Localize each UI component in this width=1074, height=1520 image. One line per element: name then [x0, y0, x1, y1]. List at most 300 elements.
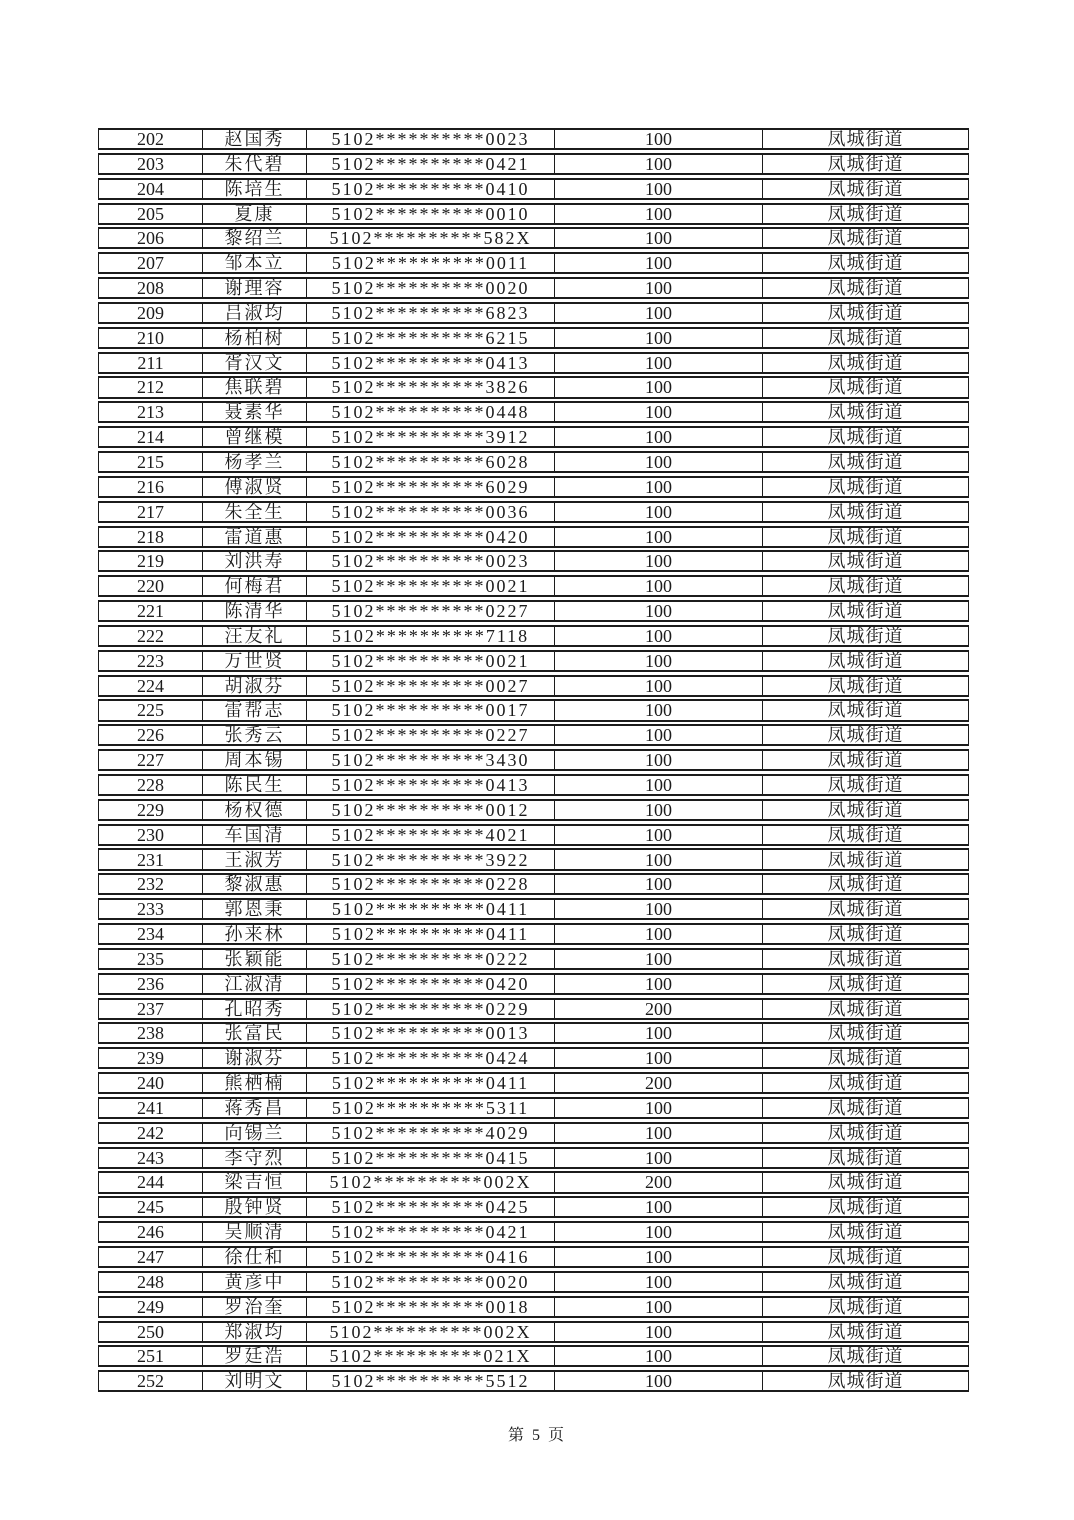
- name-cell: 陈清华: [202, 602, 306, 620]
- row-number-cell: 226: [137, 726, 164, 745]
- district-cell: 凤城街道: [762, 602, 968, 620]
- name-cell: 殷钟贤: [202, 1198, 306, 1216]
- amount-cell: 100: [554, 726, 762, 744]
- district-cell: 凤城街道: [762, 155, 968, 173]
- name-cell: 张秀云: [202, 726, 306, 744]
- district-cell: 凤城街道: [762, 1173, 968, 1191]
- id-number-cell: 5102**********7118: [306, 627, 554, 645]
- row-number-cell: 238: [137, 1024, 164, 1043]
- table-row: [98, 352, 969, 374]
- id-number-cell: 5102**********0410: [306, 180, 554, 198]
- row-number-cell: 232: [137, 875, 164, 894]
- table-row: [98, 600, 969, 622]
- table-row: [98, 1147, 969, 1169]
- district-cell: 凤城街道: [762, 1298, 968, 1316]
- row-number-cell: 219: [137, 552, 164, 571]
- row-number-cell: 216: [137, 477, 164, 496]
- district-cell: 凤城街道: [762, 776, 968, 794]
- amount-cell: 100: [554, 602, 762, 620]
- table-row: [98, 1345, 969, 1367]
- district-cell: 凤城街道: [762, 1049, 968, 1067]
- table-row: [98, 998, 969, 1020]
- row-number-cell: 218: [137, 527, 164, 546]
- amount-cell: 100: [554, 776, 762, 794]
- table-row: [98, 699, 969, 721]
- id-number-cell: 5102**********0420: [306, 975, 554, 993]
- district-cell: 凤城街道: [762, 1223, 968, 1241]
- name-cell: 雷道惠: [202, 528, 306, 546]
- table-row: [98, 1022, 969, 1044]
- id-number-cell: 5102**********0416: [306, 1248, 554, 1266]
- id-number-cell: 5102**********0021: [306, 577, 554, 595]
- name-cell: 邹本立: [202, 254, 306, 272]
- table-row: [98, 675, 969, 697]
- district-cell: 凤城街道: [762, 528, 968, 546]
- name-cell: 郑淑均: [202, 1323, 306, 1341]
- id-number-cell: 5102**********3430: [306, 751, 554, 769]
- district-cell: 凤城街道: [762, 428, 968, 446]
- row-number-cell: 240: [137, 1074, 164, 1093]
- id-number-cell: 5102**********0413: [306, 776, 554, 794]
- table-row: [98, 327, 969, 349]
- row-number-cell: 222: [137, 626, 164, 645]
- amount-cell: 100: [554, 478, 762, 496]
- row-number-cell: 206: [137, 229, 164, 248]
- amount-cell: 100: [554, 329, 762, 347]
- amount-cell: 100: [554, 254, 762, 272]
- row-number-cell: 241: [137, 1098, 164, 1117]
- id-number-cell: 5102**********0021: [306, 652, 554, 670]
- district-cell: 凤城街道: [762, 701, 968, 719]
- district-cell: 凤城街道: [762, 751, 968, 769]
- name-cell: 焦联碧: [202, 378, 306, 396]
- district-cell: 凤城街道: [762, 254, 968, 272]
- amount-cell: 100: [554, 701, 762, 719]
- amount-cell: 100: [554, 1124, 762, 1142]
- amount-cell: 100: [554, 1248, 762, 1266]
- amount-cell: 200: [554, 1074, 762, 1092]
- amount-cell: 100: [554, 378, 762, 396]
- row-number-cell: 245: [137, 1198, 164, 1217]
- id-number-cell: 5102**********0411: [306, 900, 554, 918]
- row-number-cell: 221: [137, 602, 164, 621]
- row-number-cell: 234: [137, 925, 164, 944]
- table-row: [98, 1097, 969, 1119]
- id-number-cell: 5102**********0027: [306, 677, 554, 695]
- district-cell: 凤城街道: [762, 503, 968, 521]
- name-cell: 傅淑贤: [202, 478, 306, 496]
- table-row: [98, 799, 969, 821]
- row-number-cell: 211: [137, 353, 164, 372]
- table-row: [98, 501, 969, 523]
- id-number-cell: 5102**********0013: [306, 1024, 554, 1042]
- district-cell: 凤城街道: [762, 1099, 968, 1117]
- name-cell: 谢淑芬: [202, 1049, 306, 1067]
- name-cell: 孙来林: [202, 925, 306, 943]
- name-cell: 赵国秀: [202, 130, 306, 148]
- row-number-cell: 243: [137, 1148, 164, 1167]
- id-number-cell: 5102**********6215: [306, 329, 554, 347]
- district-cell: 凤城街道: [762, 1000, 968, 1018]
- district-cell: 凤城街道: [762, 1323, 968, 1341]
- name-cell: 朱全生: [202, 503, 306, 521]
- id-number-cell: 5102**********6823: [306, 304, 554, 322]
- id-number-cell: 5102**********5311: [306, 1099, 554, 1117]
- district-cell: 凤城街道: [762, 552, 968, 570]
- name-cell: 杨孝兰: [202, 453, 306, 471]
- row-number-cell: 202: [137, 130, 164, 149]
- district-cell: 凤城街道: [762, 329, 968, 347]
- name-cell: 向锡兰: [202, 1124, 306, 1142]
- table-row: [98, 824, 969, 846]
- amount-cell: 100: [554, 1347, 762, 1365]
- table-row: [98, 973, 969, 995]
- row-number-cell: 251: [137, 1347, 164, 1366]
- amount-cell: 100: [554, 155, 762, 173]
- id-number-cell: 5102**********3826: [306, 378, 554, 396]
- amount-cell: 100: [554, 403, 762, 421]
- amount-cell: 100: [554, 1323, 762, 1341]
- row-number-cell: 215: [137, 452, 164, 472]
- id-number-cell: 5102**********0228: [306, 875, 554, 893]
- district-cell: 凤城街道: [762, 1372, 968, 1390]
- id-number-cell: 5102**********0411: [306, 925, 554, 943]
- table-row: [98, 153, 969, 175]
- district-cell: 凤城街道: [762, 577, 968, 595]
- amount-cell: 100: [554, 180, 762, 198]
- row-number-cell: 209: [137, 303, 164, 322]
- amount-cell: 100: [554, 751, 762, 769]
- id-number-cell: 5102**********0017: [306, 701, 554, 719]
- name-cell: 何梅君: [202, 577, 306, 595]
- district-cell: 凤城街道: [762, 304, 968, 322]
- id-number-cell: 5102**********0227: [306, 602, 554, 620]
- amount-cell: 100: [554, 975, 762, 993]
- row-number-cell: 220: [137, 577, 164, 596]
- row-number-cell: 249: [137, 1297, 164, 1316]
- district-cell: 凤城街道: [762, 1124, 968, 1142]
- name-cell: 黄彦中: [202, 1273, 306, 1291]
- table-row: [98, 1072, 969, 1094]
- table-row: [98, 848, 969, 870]
- district-cell: 凤城街道: [762, 875, 968, 893]
- table-row: [98, 178, 969, 200]
- table-row: [98, 749, 969, 771]
- table-row: [98, 575, 969, 597]
- amount-cell: 100: [554, 1298, 762, 1316]
- name-cell: 徐仕和: [202, 1248, 306, 1266]
- table-row: [98, 476, 969, 498]
- id-number-cell: 5102**********0421: [306, 155, 554, 173]
- amount-cell: 100: [554, 826, 762, 844]
- table-row: [98, 1221, 969, 1243]
- table-row: [98, 451, 969, 473]
- name-cell: 杨柏树: [202, 329, 306, 347]
- district-cell: 凤城街道: [762, 950, 968, 968]
- name-cell: 黎绍兰: [202, 229, 306, 247]
- row-number-cell: 204: [137, 179, 164, 198]
- table-row: [98, 724, 969, 746]
- name-cell: 张富民: [202, 1024, 306, 1042]
- district-cell: 凤城街道: [762, 478, 968, 496]
- table-row: [98, 948, 969, 970]
- id-number-cell: 5102**********0448: [306, 403, 554, 421]
- id-number-cell: 5102**********6029: [306, 478, 554, 496]
- name-cell: 郭恩秉: [202, 900, 306, 918]
- row-number-cell: 233: [137, 900, 164, 919]
- id-number-cell: 5102**********0020: [306, 1273, 554, 1291]
- id-number-cell: 5102**********0012: [306, 801, 554, 819]
- amount-cell: 100: [554, 801, 762, 819]
- id-number-cell: 5102**********0010: [306, 205, 554, 223]
- amount-cell: 100: [554, 652, 762, 670]
- amount-cell: 100: [554, 577, 762, 595]
- row-number-cell: 205: [137, 204, 164, 223]
- row-number-cell: 214: [137, 428, 164, 447]
- row-number-cell: 213: [137, 403, 164, 422]
- table-row: [98, 1296, 969, 1318]
- name-cell: 黎淑惠: [202, 875, 306, 893]
- table-row: [98, 1047, 969, 1069]
- table-row: [98, 650, 969, 672]
- name-cell: 吕淑均: [202, 304, 306, 322]
- amount-cell: 100: [554, 677, 762, 695]
- id-number-cell: 5102**********5512: [306, 1372, 554, 1390]
- amount-cell: 100: [554, 875, 762, 893]
- name-cell: 蒋秀昌: [202, 1099, 306, 1117]
- id-number-cell: 5102**********0227: [306, 726, 554, 744]
- district-cell: 凤城街道: [762, 850, 968, 868]
- district-cell: 凤城街道: [762, 180, 968, 198]
- row-number-cell: 210: [137, 328, 164, 347]
- table-row: [98, 277, 969, 299]
- amount-cell: 100: [554, 850, 762, 868]
- district-cell: 凤城街道: [762, 403, 968, 421]
- name-cell: 李守烈: [202, 1149, 306, 1167]
- amount-cell: 100: [554, 229, 762, 247]
- amount-cell: 100: [554, 1372, 762, 1390]
- row-number-cell: 235: [137, 949, 164, 968]
- district-cell: 凤城街道: [762, 1347, 968, 1365]
- amount-cell: 100: [554, 528, 762, 546]
- name-cell: 王淑芳: [202, 850, 306, 868]
- row-number-cell: 217: [137, 502, 164, 521]
- id-number-cell: 5102**********002X: [306, 1323, 554, 1341]
- name-cell: 周本锡: [202, 751, 306, 769]
- table-row: [98, 550, 969, 572]
- name-cell: 胥汉文: [202, 354, 306, 372]
- id-number-cell: 5102**********021X: [306, 1347, 554, 1365]
- id-number-cell: 5102**********0036: [306, 503, 554, 521]
- amount-cell: 100: [554, 503, 762, 521]
- district-cell: 凤城街道: [762, 652, 968, 670]
- table-row: [98, 873, 969, 895]
- id-number-cell: 5102**********3912: [306, 428, 554, 446]
- row-number-cell: 223: [137, 651, 164, 670]
- table-row: [98, 1246, 969, 1268]
- id-number-cell: 5102**********0420: [306, 528, 554, 546]
- row-number-cell: 242: [137, 1123, 164, 1142]
- district-cell: 凤城街道: [762, 826, 968, 844]
- district-cell: 凤城街道: [762, 801, 968, 819]
- name-cell: 吴顺清: [202, 1223, 306, 1241]
- table-row: [98, 128, 969, 150]
- district-cell: 凤城街道: [762, 1198, 968, 1216]
- id-number-cell: 5102**********0018: [306, 1298, 554, 1316]
- id-number-cell: 5102**********002X: [306, 1173, 554, 1191]
- name-cell: 胡淑芬: [202, 677, 306, 695]
- district-cell: 凤城街道: [762, 229, 968, 247]
- table-row: [98, 625, 969, 647]
- district-cell: 凤城街道: [762, 726, 968, 744]
- table-row: [98, 1171, 969, 1193]
- district-cell: 凤城街道: [762, 900, 968, 918]
- table-row: [98, 302, 969, 324]
- row-number-cell: 252: [137, 1372, 164, 1391]
- table-row: [98, 1271, 969, 1293]
- table-row: [98, 376, 969, 398]
- table-row: [98, 898, 969, 920]
- name-cell: 朱代碧: [202, 155, 306, 173]
- row-number-cell: 212: [137, 378, 164, 397]
- district-cell: 凤城街道: [762, 1248, 968, 1266]
- name-cell: 夏康: [202, 205, 306, 223]
- id-number-cell: 5102**********582X: [306, 229, 554, 247]
- amount-cell: 100: [554, 130, 762, 148]
- table-row: [98, 1321, 969, 1343]
- name-cell: 陈民生: [202, 776, 306, 794]
- district-cell: 凤城街道: [762, 627, 968, 645]
- amount-cell: 100: [554, 552, 762, 570]
- district-cell: 凤城街道: [762, 1024, 968, 1042]
- amount-cell: 100: [554, 1024, 762, 1042]
- table-row: [98, 1196, 969, 1218]
- id-number-cell: 5102**********0424: [306, 1049, 554, 1067]
- row-number-cell: 231: [137, 850, 164, 869]
- table-row: [98, 923, 969, 945]
- row-number-cell: 236: [137, 974, 164, 993]
- name-cell: 罗治奎: [202, 1298, 306, 1316]
- id-number-cell: 5102**********0020: [306, 279, 554, 297]
- name-cell: 罗廷浩: [202, 1347, 306, 1365]
- table-row: [98, 401, 969, 423]
- beneficiary-table: [98, 128, 969, 1395]
- row-number-cell: 224: [137, 676, 164, 695]
- amount-cell: 100: [554, 304, 762, 322]
- amount-cell: 100: [554, 925, 762, 943]
- name-cell: 孔昭秀: [202, 1000, 306, 1018]
- amount-cell: 100: [554, 1149, 762, 1167]
- amount-cell: 100: [554, 1273, 762, 1291]
- amount-cell: 100: [554, 428, 762, 446]
- amount-cell: 200: [554, 1000, 762, 1018]
- name-cell: 江淑清: [202, 975, 306, 993]
- amount-cell: 100: [554, 627, 762, 645]
- district-cell: 凤城街道: [762, 925, 968, 943]
- district-cell: 凤城街道: [762, 1074, 968, 1092]
- id-number-cell: 5102**********3922: [306, 850, 554, 868]
- amount-cell: 100: [554, 950, 762, 968]
- row-number-cell: 227: [137, 751, 164, 770]
- amount-cell: 100: [554, 453, 762, 471]
- row-number-cell: 250: [137, 1322, 164, 1341]
- amount-cell: 100: [554, 900, 762, 918]
- id-number-cell: 5102**********6028: [306, 453, 554, 471]
- row-number-cell: 229: [137, 800, 164, 819]
- name-cell: 聂素华: [202, 403, 306, 421]
- row-number-cell: 247: [137, 1247, 164, 1267]
- table-row: [98, 426, 969, 448]
- row-number-cell: 230: [137, 825, 164, 844]
- row-number-cell: 237: [137, 999, 164, 1018]
- name-cell: 熊栖楠: [202, 1074, 306, 1092]
- row-number-cell: 228: [137, 775, 164, 795]
- row-number-cell: 208: [137, 279, 164, 298]
- id-number-cell: 5102**********0222: [306, 950, 554, 968]
- row-number-cell: 239: [137, 1049, 164, 1068]
- id-number-cell: 5102**********0229: [306, 1000, 554, 1018]
- row-number-cell: 207: [137, 254, 164, 273]
- id-number-cell: 5102**********4029: [306, 1124, 554, 1142]
- amount-cell: 100: [554, 1223, 762, 1241]
- name-cell: 刘明文: [202, 1372, 306, 1390]
- amount-cell: 200: [554, 1173, 762, 1191]
- row-number-cell: 244: [137, 1173, 164, 1192]
- name-cell: 刘洪寿: [202, 552, 306, 570]
- district-cell: 凤城街道: [762, 453, 968, 471]
- district-cell: 凤城街道: [762, 205, 968, 223]
- row-number-cell: 225: [137, 701, 164, 720]
- name-cell: 杨权德: [202, 801, 306, 819]
- table-row: [98, 203, 969, 225]
- row-number-cell: 203: [137, 154, 164, 173]
- district-cell: 凤城街道: [762, 677, 968, 695]
- amount-cell: 100: [554, 1099, 762, 1117]
- amount-cell: 100: [554, 1049, 762, 1067]
- id-number-cell: 5102**********0023: [306, 552, 554, 570]
- name-cell: 陈培生: [202, 180, 306, 198]
- district-cell: 凤城街道: [762, 354, 968, 372]
- district-cell: 凤城街道: [762, 1273, 968, 1291]
- district-cell: 凤城街道: [762, 279, 968, 297]
- district-cell: 凤城街道: [762, 1149, 968, 1167]
- name-cell: 雷帮志: [202, 701, 306, 719]
- table-row: [98, 526, 969, 548]
- id-number-cell: 5102**********0413: [306, 354, 554, 372]
- id-number-cell: 5102**********4021: [306, 826, 554, 844]
- id-number-cell: 5102**********0415: [306, 1149, 554, 1167]
- table-row: [98, 1122, 969, 1144]
- id-number-cell: 5102**********0011: [306, 254, 554, 272]
- row-number-cell: 248: [137, 1272, 164, 1291]
- amount-cell: 100: [554, 205, 762, 223]
- id-number-cell: 5102**********0023: [306, 130, 554, 148]
- district-cell: 凤城街道: [762, 130, 968, 148]
- id-number-cell: 5102**********0421: [306, 1223, 554, 1241]
- amount-cell: 100: [554, 1198, 762, 1216]
- page-number-footer: 第 5 页: [507, 1427, 566, 1444]
- name-cell: 曾继模: [202, 428, 306, 446]
- name-cell: 谢理容: [202, 279, 306, 297]
- name-cell: 张颖能: [202, 950, 306, 968]
- table-row: [98, 774, 969, 796]
- table-row: [98, 1370, 969, 1392]
- name-cell: 汪友礼: [202, 627, 306, 645]
- name-cell: 车国清: [202, 826, 306, 844]
- amount-cell: 100: [554, 354, 762, 372]
- name-cell: 万世贤: [202, 652, 306, 670]
- row-number-cell: 246: [137, 1223, 164, 1242]
